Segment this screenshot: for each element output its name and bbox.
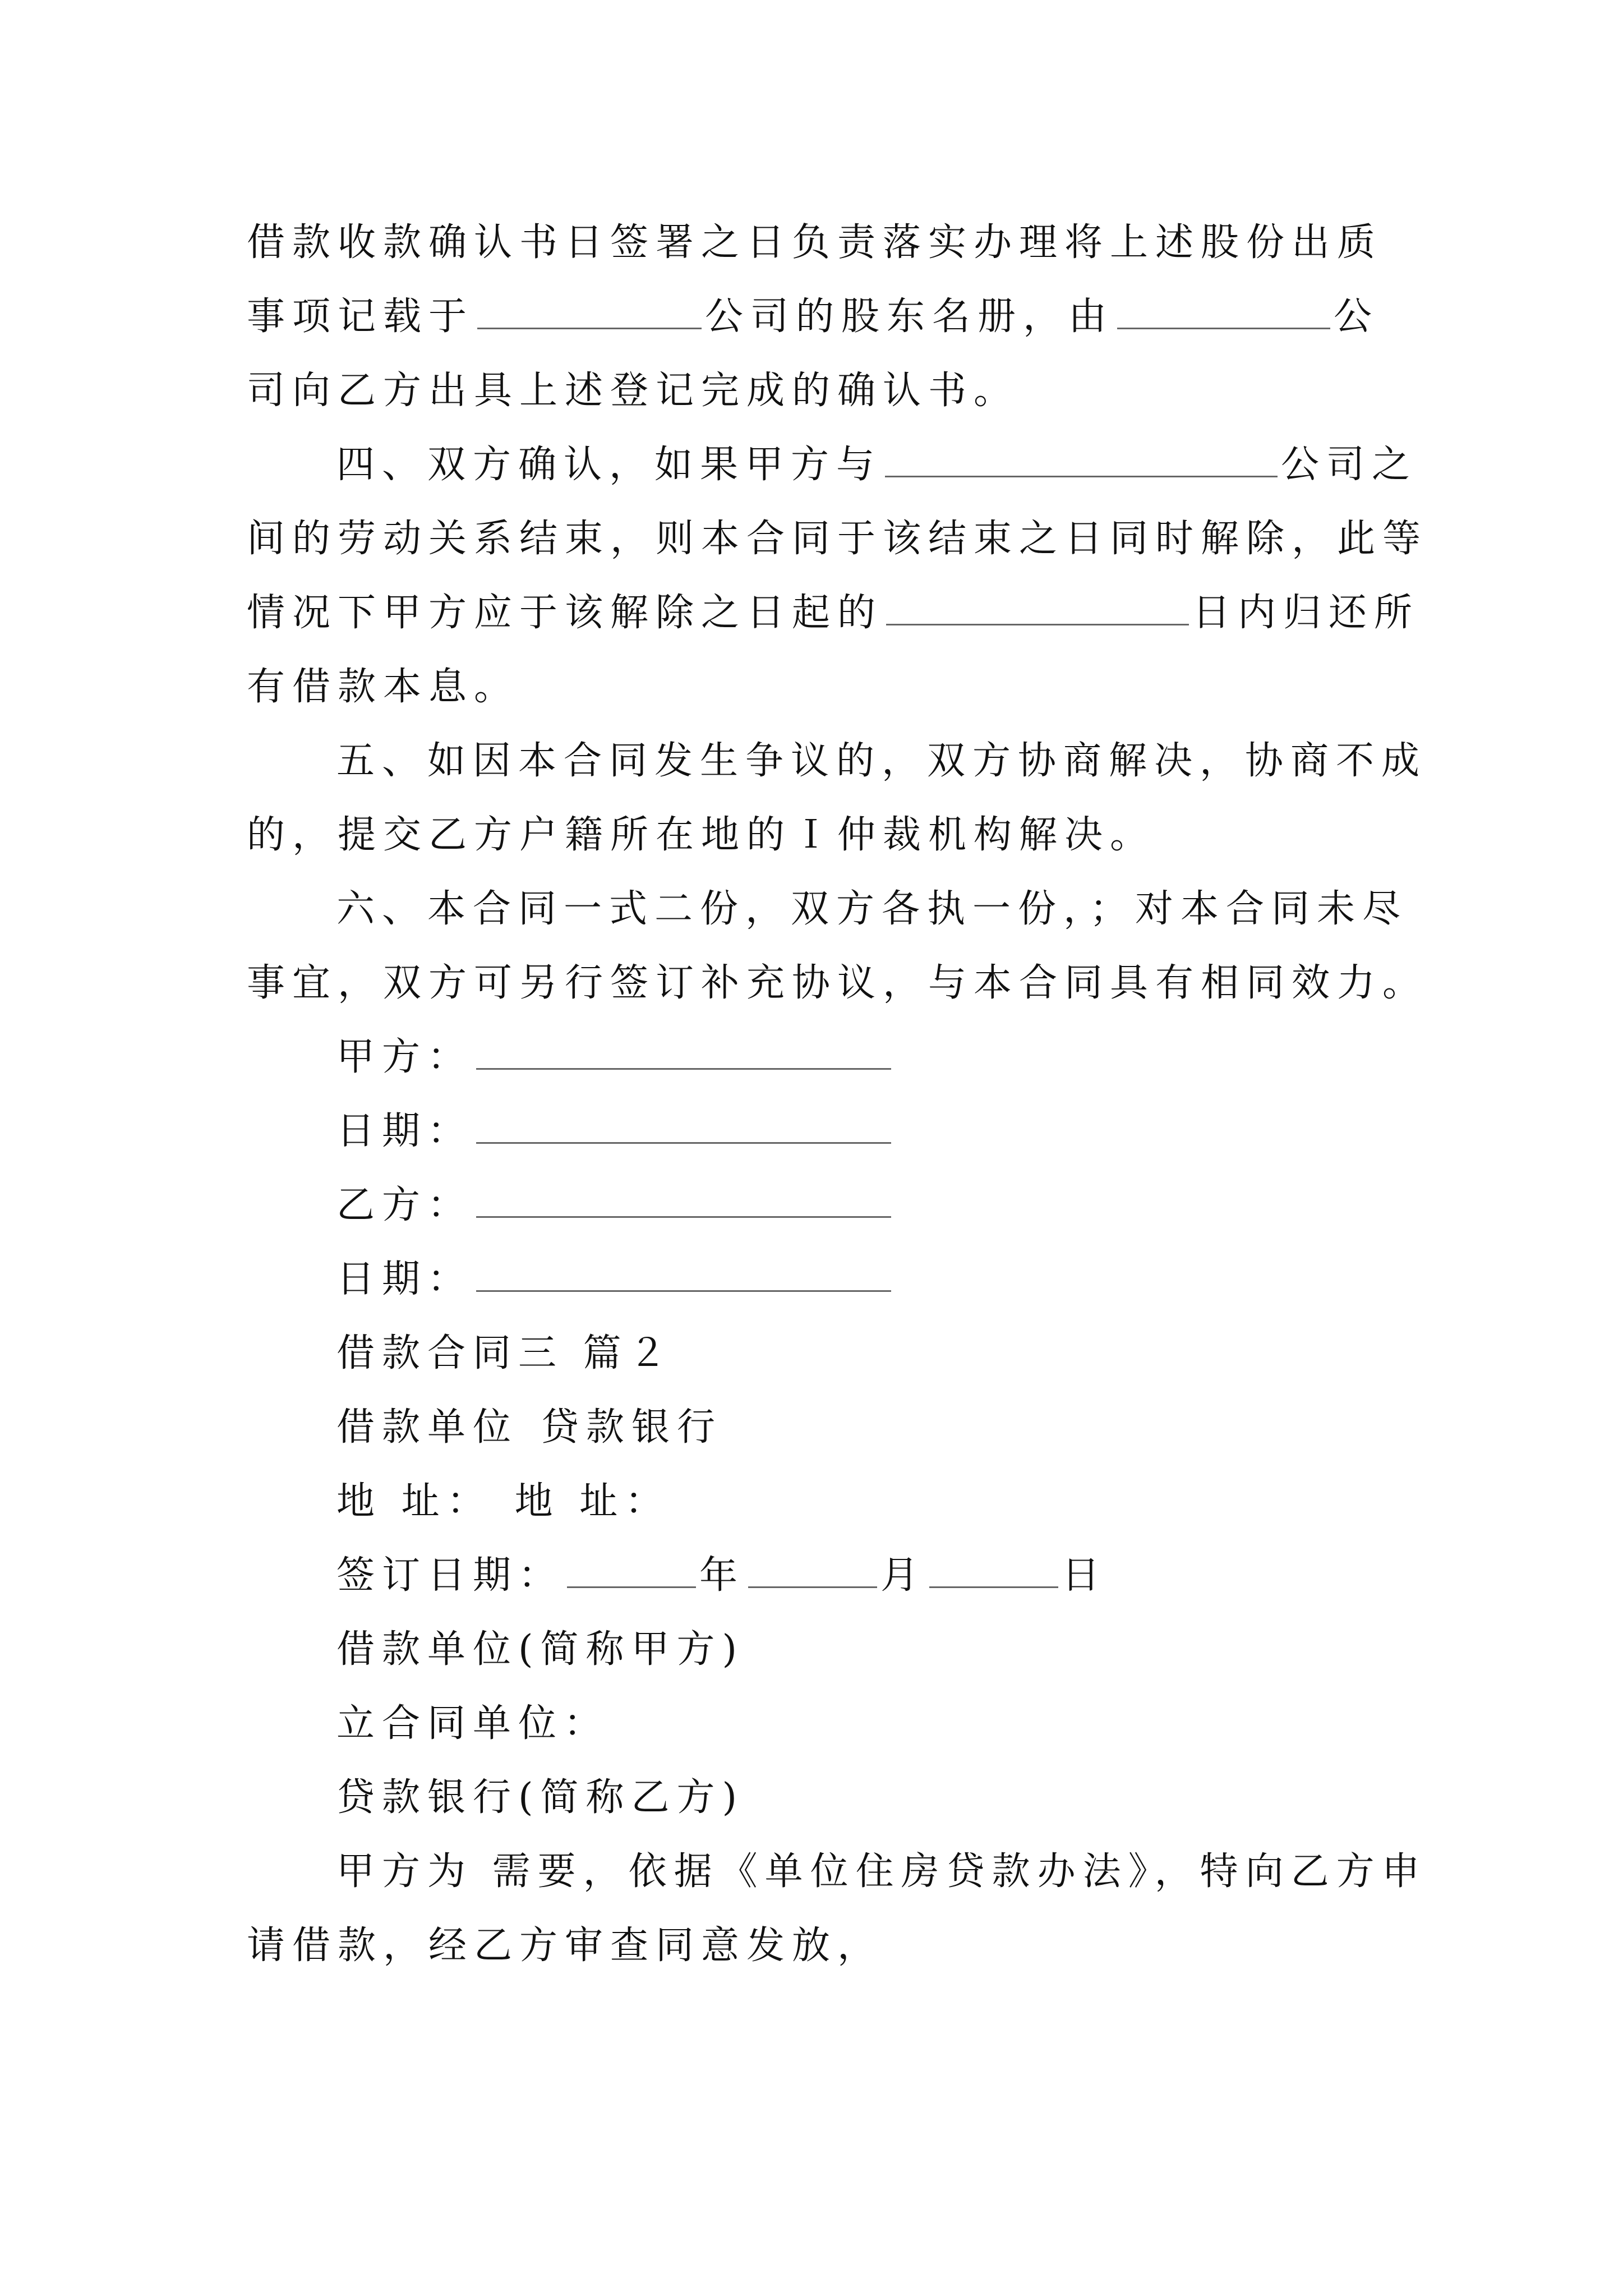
text: 借款单位 — [336, 1405, 519, 1450]
text-line — [0, 1699, 1623, 1749]
signature-party-a — [0, 1032, 1623, 1083]
text-line — [0, 588, 1623, 638]
address-line — [0, 1476, 1623, 1527]
text: 借款收款确认书日签署之日负责落实办理将上述股份出质 — [247, 220, 1383, 265]
text: 地 址： — [336, 1479, 492, 1524]
sign-date-line — [0, 1550, 1623, 1601]
parties-line — [0, 1402, 1623, 1453]
section-heading — [0, 1328, 1623, 1379]
text-line — [0, 1847, 1623, 1897]
label: 乙方： — [336, 1183, 473, 1227]
label: 签订日期： — [336, 1553, 564, 1598]
text-line — [0, 218, 1623, 268]
fill-in-blank — [1117, 295, 1330, 329]
text: 六、本合同一式二份，双方各执一份，；对本合同未尽 — [336, 887, 1408, 931]
text-line — [0, 1921, 1623, 1971]
text: 事宜，双方可另行签订补充协议，与本合同具有相同效力。 — [247, 961, 1428, 1005]
fill-in-blank — [885, 443, 1278, 477]
label: 甲方： — [336, 1035, 473, 1079]
fill-in-blank — [929, 1554, 1058, 1588]
fill-in-blank — [476, 1036, 891, 1070]
text: 情况下甲方应于该解除之日起的 — [247, 591, 883, 635]
text: 公司之 — [1281, 443, 1418, 487]
signature-date-a — [0, 1106, 1623, 1157]
text: 公 — [1334, 295, 1380, 339]
text-line — [0, 1773, 1623, 1823]
fill-in-blank — [476, 1110, 891, 1144]
text: 贷款银行 — [541, 1405, 723, 1450]
fill-in-blank — [886, 591, 1189, 625]
text-line — [0, 1625, 1623, 1675]
text-line — [0, 292, 1623, 342]
text-line — [0, 366, 1623, 416]
paragraph-six-line — [0, 884, 1623, 935]
text: 贷款银行(简称乙方) — [336, 1775, 745, 1820]
paragraph-four-line — [0, 440, 1623, 490]
text: 年 — [699, 1553, 745, 1598]
fill-in-blank — [476, 1184, 891, 1218]
text: 四、双方确认，如果甲方与 — [336, 443, 882, 487]
text: 甲方为 需要，依据《单位住房贷款办法》，特向乙方申 — [336, 1849, 1427, 1894]
text-line — [0, 514, 1623, 564]
fill-in-blank — [567, 1554, 696, 1588]
text-line — [0, 810, 1623, 861]
text: 的，提交乙方户籍所在地的Ｉ仲裁机构解决。 — [247, 813, 1156, 857]
signature-date-b — [0, 1254, 1623, 1305]
text: 有借款本息。 — [247, 665, 520, 709]
text: 事项记载于 — [247, 295, 474, 339]
text: 日 — [1062, 1553, 1108, 1598]
text-line — [0, 662, 1623, 712]
label: 日期： — [336, 1257, 473, 1301]
text: 五、如因本合同发生争议的，双方协商解决，协商不成 — [336, 739, 1427, 783]
paragraph-five-line — [0, 736, 1623, 786]
text: 日内归还所 — [1192, 591, 1420, 635]
text: 立合同单位： — [336, 1701, 610, 1746]
label: 日期： — [336, 1109, 473, 1153]
fill-in-blank — [476, 1258, 891, 1292]
heading-text: 借款合同三 篇２ — [336, 1331, 674, 1375]
fill-in-blank — [477, 295, 702, 329]
text: 间的劳动关系结束，则本合同于该结束之日同时解除，此等 — [247, 517, 1428, 561]
text: 月 — [880, 1553, 926, 1598]
text: 地 址： — [514, 1479, 671, 1524]
fill-in-blank — [748, 1554, 877, 1588]
text: 借款单位(简称甲方) — [336, 1627, 745, 1672]
text: 司向乙方出具上述登记完成的确认书。 — [247, 369, 1020, 413]
text: 请借款，经乙方审查同意发放， — [247, 1924, 883, 1968]
text: 公司的股东名册，由 — [705, 295, 1114, 339]
text-line — [0, 958, 1623, 1009]
signature-party-b — [0, 1180, 1623, 1231]
